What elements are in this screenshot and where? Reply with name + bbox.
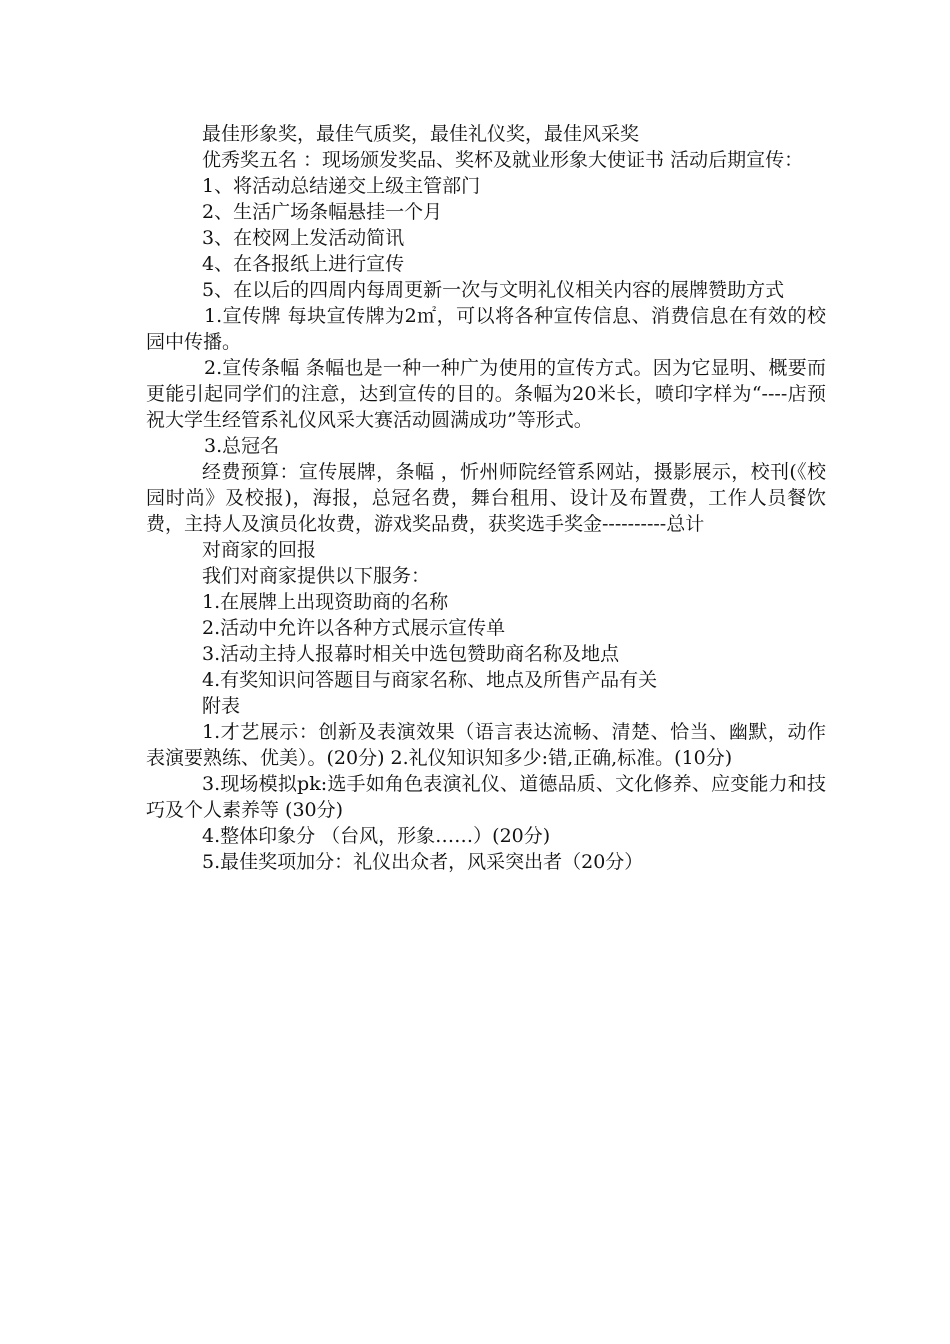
paragraph-publicity-2: 2、生活广场条幅悬挂一个月 — [202, 201, 443, 223]
paragraph-sponsor-billboard: 1.宣传牌 每块宣传牌为2㎡，可以将各种宣传信息、消费信息在有效的校园中传播。 — [146, 305, 826, 353]
paragraph-awards: 最佳形象奖，最佳气质奖，最佳礼仪奖，最佳风采奖 — [202, 123, 640, 145]
paragraph-services-intro: 我们对商家提供以下服务： — [202, 565, 431, 587]
paragraph-scoring-3: 3.现场模拟pk:选手如角色表演礼仪、道德品质、文化修养、应变能力和技巧及个人素养等 (30分) — [146, 773, 826, 821]
paragraph-service-4: 4.有奖知识问答题目与商家名称、地点及所售产品有关 — [202, 669, 658, 691]
paragraph-sponsor-naming: 3.总冠名 — [204, 435, 280, 457]
paragraph-scoring-1-2: 1.才艺展示：创新及表演效果（语言表达流畅、清楚、恰当、幽默，动作表演要熟练、优美）。(20分) 2.礼仪知识知多少:错,正确,标准。(10分) — [146, 721, 826, 769]
paragraph-budget: 经费预算：宣传展牌，条幅 ，忻州师院经管系网站，摄影展示，校刊(《校园时尚》及校报)，海报，总冠名费，舞台租用、设计及布置费，工作人员餐饮费，主持人及演员化妆费，游戏奖品费，获奖选手奖金----------总计 — [146, 461, 826, 535]
paragraph-excellence-award: 优秀奖五名 ：现场颁发奖品、奖杯及就业形象大使证书 活动后期宣传： — [202, 149, 804, 171]
paragraph-service-1: 1.在展牌上出现资助商的名称 — [202, 591, 449, 613]
paragraph-publicity-4: 4、在各报纸上进行宣传 — [202, 253, 405, 275]
paragraph-sponsor-banner: 2.宣传条幅 条幅也是一种一种广为使用的宣传方式。因为它显明、概要而更能引起同学们的注意，达到宣传的目的。条幅为20米长，喷印字样为“----店预祝大学生经管系礼仪风采大赛活动圆满成功”等形式。 — [146, 357, 826, 431]
paragraph-publicity-5: 5、在以后的四周内每周更新一次与文明礼仪相关内容的展牌赞助方式 — [202, 279, 785, 301]
paragraph-scoring-4: 4.整体印象分 （台风，形象……）(20分) — [202, 825, 551, 847]
paragraph-service-2: 2.活动中允许以各种方式展示宣传单 — [202, 617, 506, 639]
paragraph-appendix-heading: 附表 — [202, 695, 241, 717]
paragraph-publicity-1: 1、将活动总结递交上级主管部门 — [202, 175, 481, 197]
paragraph-publicity-3: 3、在校网上发活动简讯 — [202, 227, 405, 249]
document-body — [146, 121, 826, 875]
paragraph-scoring-5: 5.最佳奖项加分：礼仪出众者，风采突出者（20分） — [202, 851, 644, 873]
paragraph-merchant-return-heading: 对商家的回报 — [202, 539, 317, 561]
paragraph-service-3: 3.活动主持人报幕时相关中选包赞助商名称及地点 — [202, 643, 620, 665]
